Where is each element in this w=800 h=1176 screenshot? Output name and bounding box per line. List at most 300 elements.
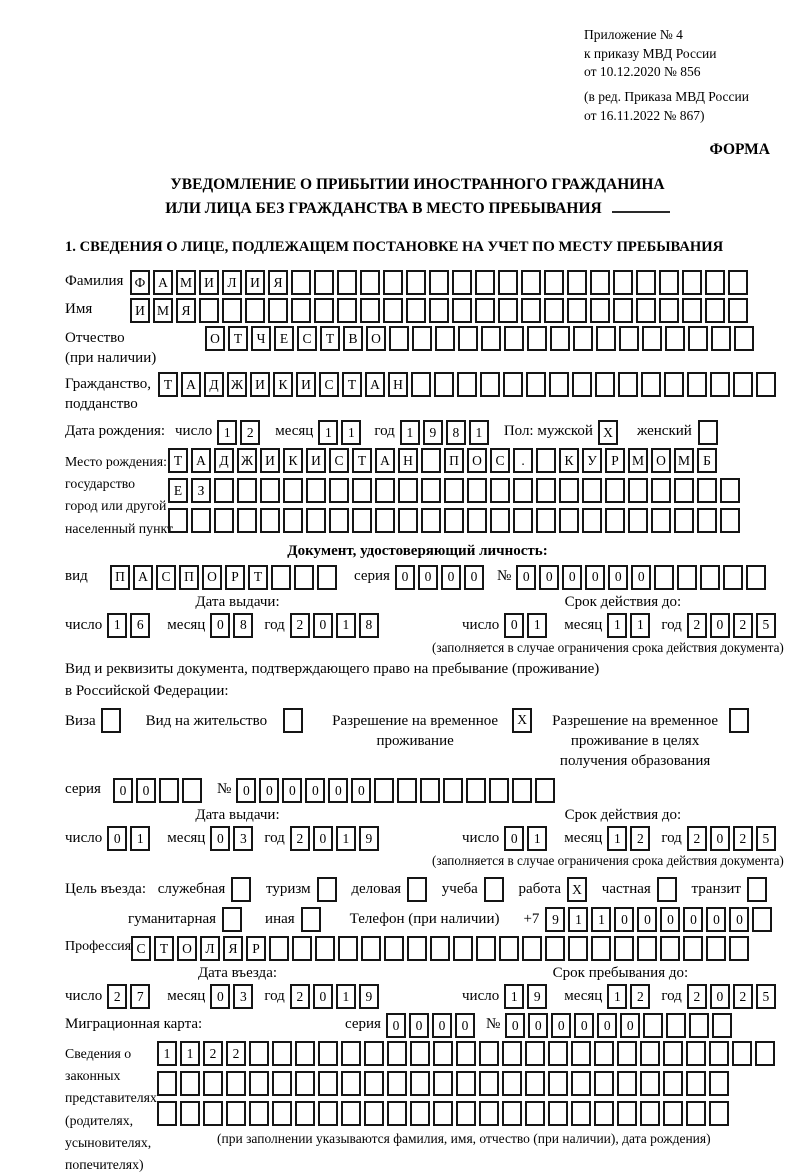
phone-cells bbox=[545, 907, 775, 932]
form-cell bbox=[657, 877, 677, 902]
form-cell bbox=[504, 326, 524, 351]
form-cell bbox=[498, 270, 518, 295]
form-cell: 0 bbox=[516, 565, 536, 590]
iddoc-issue-block bbox=[65, 594, 410, 656]
entry-month bbox=[210, 984, 256, 1009]
form-cell bbox=[697, 478, 717, 503]
form-cell: X bbox=[512, 708, 532, 733]
form-cell bbox=[536, 448, 556, 473]
form-cell bbox=[706, 936, 726, 961]
month-label: месяц bbox=[275, 423, 314, 440]
form-cell bbox=[683, 936, 703, 961]
migcard-number-cells bbox=[505, 1013, 735, 1038]
form-cell: А bbox=[133, 565, 153, 590]
surname-row bbox=[65, 270, 770, 295]
purpose-option-label: работа bbox=[518, 881, 562, 898]
form-cell: Р bbox=[605, 448, 625, 473]
form-cell: Т bbox=[320, 326, 340, 351]
female-label: женский bbox=[636, 423, 692, 440]
phone-prefix: +7 bbox=[523, 911, 540, 928]
doc-series-cells bbox=[395, 565, 487, 590]
entry-date-block bbox=[65, 965, 410, 1009]
purpose-option-label: служебная bbox=[157, 881, 226, 898]
form-cell: 0 bbox=[504, 613, 524, 638]
year-label: год bbox=[661, 988, 682, 1005]
form-cell bbox=[674, 478, 694, 503]
form-cell bbox=[479, 1071, 499, 1096]
resdoc-expiry-day bbox=[504, 826, 550, 851]
form-cell: Т bbox=[154, 936, 174, 961]
phone-label: Телефон (при наличии) bbox=[349, 911, 500, 928]
form-cell bbox=[664, 372, 684, 397]
form-cell bbox=[526, 372, 546, 397]
form-cell: Т bbox=[158, 372, 178, 397]
sex-label: Пол: мужской bbox=[503, 423, 593, 440]
form-cell: 0 bbox=[683, 907, 703, 932]
purpose-option-tranzit bbox=[692, 877, 770, 902]
form-cell: Т bbox=[228, 326, 248, 351]
form-cell bbox=[613, 270, 633, 295]
form-cell: 9 bbox=[527, 984, 547, 1009]
form-cell bbox=[550, 326, 570, 351]
form-cell bbox=[360, 270, 380, 295]
entry-day bbox=[107, 984, 153, 1009]
form-cell bbox=[452, 270, 472, 295]
form-cell: Ж bbox=[237, 448, 257, 473]
form-cell: Е bbox=[274, 326, 294, 351]
purpose-option-label: деловая bbox=[351, 881, 402, 898]
form-cell bbox=[159, 778, 179, 803]
form-cell bbox=[214, 478, 234, 503]
form-cell: 5 bbox=[756, 613, 776, 638]
form-cell: 0 bbox=[464, 565, 484, 590]
form-cell bbox=[203, 1101, 223, 1126]
surname-label: Фамилия bbox=[65, 273, 124, 290]
form-cell bbox=[617, 1101, 637, 1126]
month-label: месяц bbox=[564, 988, 603, 1005]
birthplace-cells-row3 bbox=[168, 508, 743, 533]
birthdate-label: Дата рождения: bbox=[65, 423, 166, 440]
temp-residence-education-label: Разрешение на временное проживание в целях получения образования bbox=[552, 712, 719, 770]
residence-permit-checkbox bbox=[283, 708, 306, 733]
form-cell bbox=[295, 1101, 315, 1126]
form-cell bbox=[430, 936, 450, 961]
form-cell: 2 bbox=[630, 984, 650, 1009]
representatives-label-line4: (родителях, bbox=[65, 1112, 134, 1128]
form-cell bbox=[525, 1071, 545, 1096]
form-cell bbox=[582, 478, 602, 503]
form-cell bbox=[361, 936, 381, 961]
form-cell bbox=[489, 778, 509, 803]
form-cell bbox=[294, 565, 314, 590]
doc-kind-label: вид bbox=[65, 567, 88, 584]
form-cell bbox=[617, 1071, 637, 1096]
form-cell: Е bbox=[168, 478, 188, 503]
visa-label: Виза bbox=[65, 712, 96, 729]
citizenship-cells bbox=[158, 372, 779, 397]
firstname-label: Имя bbox=[65, 301, 93, 318]
form-cell: П bbox=[110, 565, 130, 590]
form-cell: А bbox=[153, 270, 173, 295]
form-cell: И bbox=[245, 270, 265, 295]
form-cell: О bbox=[467, 448, 487, 473]
form-cell bbox=[389, 326, 409, 351]
form-cell: 0 bbox=[259, 778, 279, 803]
form-cell: О bbox=[177, 936, 197, 961]
form-cell bbox=[315, 936, 335, 961]
ref-line-3: от 10.12.2020 № 856 bbox=[584, 64, 701, 80]
form-cell bbox=[337, 270, 357, 295]
form-cell bbox=[318, 1101, 338, 1126]
form-cell bbox=[686, 1101, 706, 1126]
representatives-label-line1: Сведения о bbox=[65, 1046, 132, 1062]
profession-cells bbox=[131, 936, 752, 961]
form-cell bbox=[410, 1071, 430, 1096]
form-cell bbox=[301, 907, 321, 932]
iddoc-issue-month bbox=[210, 613, 256, 638]
form-cell: А bbox=[375, 448, 395, 473]
form-cell: О bbox=[202, 565, 222, 590]
form-cell bbox=[329, 478, 349, 503]
form-cell bbox=[406, 270, 426, 295]
form-cell: Л bbox=[200, 936, 220, 961]
form-cell bbox=[522, 936, 542, 961]
form-cell bbox=[412, 326, 432, 351]
entry-dates bbox=[65, 965, 770, 1009]
form-cell bbox=[567, 270, 587, 295]
form-cell bbox=[434, 372, 454, 397]
form-cell bbox=[387, 1101, 407, 1126]
temp-residence-education-option bbox=[549, 708, 752, 772]
year-label: год bbox=[264, 830, 285, 847]
form-cell bbox=[375, 478, 395, 503]
form-cell bbox=[525, 1041, 545, 1066]
form-cell: 0 bbox=[710, 826, 730, 851]
form-cell bbox=[651, 508, 671, 533]
form-cell bbox=[544, 270, 564, 295]
form-cell bbox=[476, 936, 496, 961]
form-cell: 0 bbox=[409, 1013, 429, 1038]
form-cell bbox=[666, 1013, 686, 1038]
representatives-block bbox=[65, 1041, 770, 1175]
form-cell bbox=[222, 298, 242, 323]
resdoc-issue-block bbox=[65, 807, 410, 869]
chastnaya-checkbox bbox=[657, 877, 680, 902]
form-cell: 2 bbox=[687, 984, 707, 1009]
form-cell bbox=[711, 326, 731, 351]
form-cell: 0 bbox=[418, 565, 438, 590]
form-cell: 1 bbox=[527, 613, 547, 638]
form-cell: 0 bbox=[328, 778, 348, 803]
form-cell: 0 bbox=[505, 1013, 525, 1038]
form-cell: 1 bbox=[591, 907, 611, 932]
purpose-row-2 bbox=[128, 907, 770, 932]
resdoc-number-label: № bbox=[217, 781, 232, 798]
form-cell: Т bbox=[168, 448, 188, 473]
form-cell bbox=[435, 326, 455, 351]
form-cell: С bbox=[490, 448, 510, 473]
purpose-option-sluzhebnaya bbox=[158, 877, 255, 902]
form-cell: 0 bbox=[528, 1013, 548, 1038]
form-cell: 0 bbox=[305, 778, 325, 803]
form-cell bbox=[383, 298, 403, 323]
form-cell: Д bbox=[214, 448, 234, 473]
purpose-option-turizm bbox=[266, 877, 340, 902]
resdoc-intro-line2: в Российской Федерации: bbox=[65, 683, 229, 700]
form-cell bbox=[467, 508, 487, 533]
form-cell bbox=[383, 270, 403, 295]
form-cell bbox=[728, 298, 748, 323]
form-cell: 0 bbox=[351, 778, 371, 803]
form-cell: 0 bbox=[562, 565, 582, 590]
form-cell bbox=[682, 270, 702, 295]
form-cell bbox=[341, 1101, 361, 1126]
form-cell bbox=[214, 508, 234, 533]
form-cell bbox=[429, 270, 449, 295]
form-cell: М bbox=[176, 270, 196, 295]
representatives-label-line5: усыновителях, bbox=[65, 1134, 152, 1150]
form-cell: 0 bbox=[210, 984, 230, 1009]
form-cell bbox=[283, 708, 303, 733]
form-cell bbox=[420, 778, 440, 803]
form-cell bbox=[480, 372, 500, 397]
form-cell bbox=[567, 298, 587, 323]
form-cell bbox=[663, 1071, 683, 1096]
blank-underline bbox=[612, 201, 670, 213]
form-cell: 2 bbox=[733, 826, 753, 851]
form-cell bbox=[499, 936, 519, 961]
form-cell bbox=[674, 508, 694, 533]
form-cell bbox=[364, 1041, 384, 1066]
resdoc-dates bbox=[65, 807, 784, 869]
form-cell: 0 bbox=[313, 613, 333, 638]
birth-day-cells bbox=[217, 420, 263, 445]
form-cell: 1 bbox=[107, 613, 127, 638]
purpose-option-inaya bbox=[265, 907, 324, 932]
form-cell bbox=[490, 478, 510, 503]
form-cell bbox=[640, 1071, 660, 1096]
temp-residence-label: Разрешение на временное проживание bbox=[332, 712, 499, 749]
form-cell: 0 bbox=[432, 1013, 452, 1038]
patronymic-label-line2: (при наличии) bbox=[65, 349, 157, 366]
form-cell bbox=[245, 298, 265, 323]
form-cell bbox=[364, 1071, 384, 1096]
form-cell: 3 bbox=[233, 984, 253, 1009]
form-cell bbox=[651, 478, 671, 503]
form-cell bbox=[596, 326, 616, 351]
representatives-cells-block bbox=[157, 1041, 778, 1175]
form-cell: 0 bbox=[236, 778, 256, 803]
stay-until-date bbox=[462, 984, 779, 1009]
form-cell: 2 bbox=[290, 984, 310, 1009]
form-cell bbox=[712, 1013, 732, 1038]
form-cell: Я bbox=[268, 270, 288, 295]
year-label: год bbox=[661, 830, 682, 847]
form-cell: 1 bbox=[157, 1041, 177, 1066]
day-label: число bbox=[462, 988, 500, 1005]
title-line-1: УВЕДОМЛЕНИЕ О ПРИБЫТИИ ИНОСТРАННОГО ГРАЖДАНИНА bbox=[170, 176, 665, 194]
form-cell bbox=[479, 1041, 499, 1066]
entry-year bbox=[290, 984, 382, 1009]
form-cell bbox=[729, 708, 749, 733]
form-cell bbox=[571, 1101, 591, 1126]
form-cell: 2 bbox=[733, 984, 753, 1009]
form-cell bbox=[521, 298, 541, 323]
month-label: месяц bbox=[564, 616, 603, 633]
resdoc-intro-line1: Вид и реквизиты документа, подтверждающего право на пребывание (проживание) bbox=[65, 660, 600, 677]
form-cell: 0 bbox=[710, 984, 730, 1009]
iddoc-expiry-date bbox=[462, 613, 784, 638]
form-cell: 0 bbox=[455, 1013, 475, 1038]
form-cell bbox=[398, 478, 418, 503]
form-cell bbox=[545, 936, 565, 961]
form-cell bbox=[734, 326, 754, 351]
form-cell: 1 bbox=[607, 984, 627, 1009]
form-cell: 2 bbox=[226, 1041, 246, 1066]
form-cell bbox=[559, 508, 579, 533]
month-label: месяц bbox=[564, 830, 603, 847]
ref-line-1: Приложение № 4 bbox=[584, 27, 683, 42]
form-cell bbox=[513, 508, 533, 533]
form-cell: А bbox=[181, 372, 201, 397]
form-cell: 0 bbox=[660, 907, 680, 932]
form-cell: 2 bbox=[290, 826, 310, 851]
form-cell bbox=[249, 1101, 269, 1126]
temp-residence-option bbox=[326, 708, 535, 752]
form-cell bbox=[756, 372, 776, 397]
form-cell bbox=[475, 298, 495, 323]
purpose-option-ucheba bbox=[442, 877, 507, 902]
form-cell: 5 bbox=[756, 826, 776, 851]
form-cell: 2 bbox=[290, 613, 310, 638]
form-cell bbox=[318, 1041, 338, 1066]
purpose-option-label: транзит bbox=[691, 881, 741, 898]
form-cell bbox=[272, 1101, 292, 1126]
profession-row bbox=[65, 936, 770, 961]
form-cell bbox=[384, 936, 404, 961]
form-cell: И bbox=[306, 448, 326, 473]
form-cell: Я bbox=[176, 298, 196, 323]
form-cell bbox=[421, 478, 441, 503]
form-cell bbox=[605, 508, 625, 533]
form-cell bbox=[654, 565, 674, 590]
resdoc-expiry-date bbox=[462, 826, 784, 851]
form-cell bbox=[618, 372, 638, 397]
iddoc-expiry-day bbox=[504, 613, 550, 638]
form-cell bbox=[527, 326, 547, 351]
form-cell: 2 bbox=[107, 984, 127, 1009]
form-cell: . bbox=[513, 448, 533, 473]
form-cell bbox=[306, 478, 326, 503]
form-cell: 0 bbox=[282, 778, 302, 803]
form-cell bbox=[101, 708, 121, 733]
form-cell bbox=[283, 508, 303, 533]
birthplace-row bbox=[65, 448, 770, 539]
form-cell bbox=[729, 936, 749, 961]
form-cell: Р bbox=[246, 936, 266, 961]
form-cell bbox=[452, 298, 472, 323]
form-cell bbox=[568, 936, 588, 961]
form-cell bbox=[709, 1041, 729, 1066]
form-cell: 2 bbox=[630, 826, 650, 851]
form-cell bbox=[594, 1071, 614, 1096]
form-cell bbox=[536, 508, 556, 533]
form-cell: 9 bbox=[423, 420, 443, 445]
form-cell: П bbox=[179, 565, 199, 590]
form-cell bbox=[502, 1041, 522, 1066]
resdoc-options-row bbox=[65, 708, 770, 772]
form-cell bbox=[502, 1071, 522, 1096]
form-cell: У bbox=[582, 448, 602, 473]
form-cell: 1 bbox=[504, 984, 524, 1009]
month-label: месяц bbox=[167, 830, 206, 847]
form-cell: 0 bbox=[113, 778, 133, 803]
profession-label: Профессия bbox=[65, 939, 132, 955]
birthplace-label-line3: город или другой bbox=[65, 498, 167, 514]
form-cell: П bbox=[444, 448, 464, 473]
form-cell bbox=[249, 1071, 269, 1096]
month-label: месяц bbox=[167, 616, 206, 633]
form-cell: С bbox=[329, 448, 349, 473]
iddoc-issue-year bbox=[290, 613, 382, 638]
representatives-label-line6: попечителях) bbox=[65, 1156, 144, 1172]
form-cell bbox=[341, 1041, 361, 1066]
ref-line-4: (в ред. Приказа МВД России bbox=[584, 88, 749, 104]
form-cell bbox=[659, 298, 679, 323]
doc-series-label: серия bbox=[354, 567, 390, 584]
form-cell bbox=[433, 1041, 453, 1066]
form-cell bbox=[490, 508, 510, 533]
form-cell: С bbox=[131, 936, 151, 961]
form-cell: 2 bbox=[240, 420, 260, 445]
form-cell bbox=[443, 778, 463, 803]
firstname-row bbox=[65, 298, 770, 323]
form-cell bbox=[314, 270, 334, 295]
resdoc-expiry-note: (заполняется в случае ограничения срока действия документа) bbox=[432, 853, 784, 869]
form-cell bbox=[191, 508, 211, 533]
form-cell: 1 bbox=[318, 420, 338, 445]
form-cell: 9 bbox=[359, 984, 379, 1009]
entry-date-header: Дата въезда: bbox=[197, 965, 278, 982]
temp-residence-checkbox bbox=[512, 708, 535, 733]
form-cell bbox=[337, 298, 357, 323]
form-cell: 0 bbox=[313, 826, 333, 851]
form-cell bbox=[433, 1071, 453, 1096]
form-cell bbox=[698, 420, 718, 445]
form-cell bbox=[306, 508, 326, 533]
birthdate-row bbox=[65, 420, 770, 445]
form-cell: С bbox=[297, 326, 317, 351]
form-cell: 0 bbox=[710, 613, 730, 638]
year-label: год bbox=[661, 616, 682, 633]
ref-line-5: от 16.11.2022 № 867) bbox=[584, 107, 705, 123]
purpose-option-delovaya bbox=[351, 877, 430, 902]
form-cell bbox=[182, 778, 202, 803]
form-cell: Т bbox=[352, 448, 372, 473]
form-cell bbox=[733, 372, 753, 397]
day-label: число bbox=[65, 988, 103, 1005]
visa-checkbox bbox=[101, 708, 124, 733]
firstname-cells bbox=[130, 298, 751, 323]
iddoc-issue-header: Дата выдачи: bbox=[195, 593, 280, 610]
form-cell bbox=[700, 565, 720, 590]
form-cell bbox=[572, 372, 592, 397]
form-cell: 0 bbox=[706, 907, 726, 932]
form-cell: 1 bbox=[180, 1041, 200, 1066]
form-cell: 0 bbox=[597, 1013, 617, 1038]
form-cell bbox=[237, 508, 257, 533]
form-cell bbox=[521, 270, 541, 295]
